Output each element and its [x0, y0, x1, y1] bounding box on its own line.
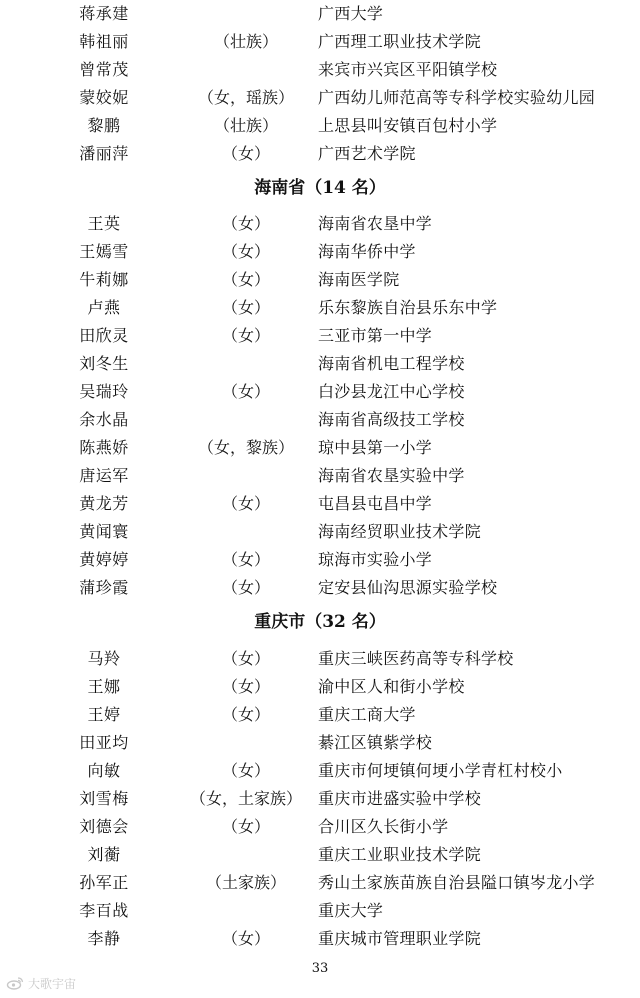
person-note: （女） — [221, 144, 270, 163]
person-organization: 广西大学 — [318, 4, 384, 23]
person-note: （女） — [221, 242, 270, 261]
table-row — [0, 210, 640, 238]
table-row — [0, 84, 640, 112]
person-organization: 重庆市何埂镇何埂小学青杠村校小 — [318, 761, 563, 780]
watermark-text: 大歌宇宙 — [28, 976, 77, 991]
person-note: （女） — [221, 494, 270, 513]
person-name: 李百战 — [79, 901, 129, 920]
person-name: 刘冬生 — [79, 354, 129, 373]
watermark — [6, 972, 76, 994]
table-row — [0, 546, 640, 574]
person-name: 王婷 — [87, 705, 121, 724]
table-row — [0, 757, 640, 785]
person-note: （女） — [221, 214, 270, 233]
person-note: （女） — [221, 298, 270, 317]
person-name: 蒙姣妮 — [79, 88, 129, 107]
person-note: （女） — [221, 550, 270, 569]
person-name: 黄龙芳 — [79, 494, 129, 513]
person-note: （壮族） — [213, 116, 278, 135]
person-organization: 乐东黎族自治县乐东中学 — [318, 298, 498, 317]
table-row — [0, 785, 640, 813]
person-organization: 秀山土家族苗族自治县隘口镇岑龙小学 — [318, 873, 596, 892]
person-note: （女） — [221, 705, 270, 724]
person-note: （女，瑶族） — [197, 88, 294, 107]
table-row — [0, 869, 640, 897]
table-row — [0, 0, 640, 28]
person-name: 王英 — [87, 214, 121, 233]
person-name: 马羚 — [87, 649, 121, 668]
person-organization: 重庆三峡医药高等专科学校 — [318, 649, 514, 668]
person-note: （女） — [221, 382, 270, 401]
person-note: （女） — [221, 817, 270, 836]
person-name: 王嫣雪 — [79, 242, 129, 261]
person-note: （女） — [221, 929, 270, 948]
table-row — [0, 434, 640, 462]
person-name: 牛莉娜 — [79, 270, 129, 289]
person-organization: 琼海市实验小学 — [318, 550, 433, 569]
table-row — [0, 140, 640, 168]
table-row — [0, 897, 640, 925]
person-note: （女） — [221, 649, 270, 668]
person-organization: 海南省高级技工学校 — [318, 410, 465, 429]
person-name: 黄闻寰 — [79, 522, 129, 541]
person-organization: 海南华侨中学 — [318, 242, 416, 261]
table-row — [0, 406, 640, 434]
person-note: （壮族） — [213, 32, 278, 51]
table-row — [0, 813, 640, 841]
table-row — [0, 266, 640, 294]
person-name: 潘丽萍 — [79, 144, 129, 163]
table-row — [0, 378, 640, 406]
person-organization: 上思县叫安镇百包村小学 — [318, 116, 498, 135]
table-row — [0, 518, 640, 546]
person-note: （女） — [221, 761, 270, 780]
table-row — [0, 673, 640, 701]
table-row — [0, 28, 640, 56]
person-organization: 重庆工商大学 — [318, 705, 416, 724]
person-note: （女，土家族） — [189, 789, 302, 808]
table-row — [0, 238, 640, 266]
person-organization: 来宾市兴宾区平阳镇学校 — [318, 60, 498, 79]
person-organization: 白沙县龙江中心学校 — [318, 382, 465, 401]
person-name: 曾常茂 — [79, 60, 129, 79]
table-row — [0, 350, 640, 378]
person-name: 刘蘅 — [87, 845, 121, 864]
section-heading-hainan: 海南省（14 名） — [254, 178, 386, 198]
person-name: 刘德会 — [79, 817, 129, 836]
person-name: 孙军正 — [79, 873, 129, 892]
person-organization: 广西理工职业技术学院 — [318, 32, 482, 51]
person-name: 韩祖丽 — [79, 32, 129, 51]
table-row — [0, 574, 640, 602]
person-organization: 海南医学院 — [318, 270, 400, 289]
section-heading-chongqing: 重庆市（32 名） — [254, 612, 386, 632]
person-organization: 合川区久长街小学 — [318, 817, 449, 836]
person-organization: 琼中县第一小学 — [318, 438, 433, 457]
person-organization: 三亚市第一中学 — [318, 326, 433, 345]
person-note: （土家族） — [205, 873, 286, 892]
person-name: 刘雪梅 — [79, 789, 129, 808]
table-row — [0, 701, 640, 729]
person-organization: 海南省农垦中学 — [318, 214, 433, 233]
table-row — [0, 645, 640, 673]
person-organization: 屯昌县屯昌中学 — [318, 494, 433, 513]
person-note: （女） — [221, 578, 270, 597]
table-row — [0, 322, 640, 350]
person-name: 田欣灵 — [79, 326, 129, 345]
person-organization: 定安县仙沟思源实验学校 — [318, 578, 498, 597]
person-note: （女） — [221, 677, 270, 696]
table-row — [0, 841, 640, 869]
table-row — [0, 490, 640, 518]
weibo-logo-icon — [6, 976, 24, 990]
person-name: 卢燕 — [87, 298, 121, 317]
person-note: （女） — [221, 270, 270, 289]
person-note: （女，黎族） — [197, 438, 294, 457]
table-row — [0, 462, 640, 490]
person-name: 黎鹏 — [87, 116, 121, 135]
person-organization: 海南省机电工程学校 — [318, 354, 465, 373]
person-organization: 重庆市进盛实验中学校 — [318, 789, 482, 808]
person-organization: 綦江区镇紫学校 — [318, 733, 433, 752]
person-name: 陈燕娇 — [79, 438, 129, 457]
person-name: 田亚均 — [79, 733, 129, 752]
person-organization: 海南经贸职业技术学院 — [318, 522, 482, 541]
person-organization: 渝中区人和街小学校 — [318, 677, 465, 696]
page-number: 33 — [311, 961, 329, 976]
table-row — [0, 729, 640, 757]
person-name: 李静 — [87, 929, 121, 948]
person-name: 蒋承建 — [79, 4, 129, 23]
table-row — [0, 925, 640, 953]
person-note: （女） — [221, 326, 270, 345]
person-organization: 海南省农垦实验中学 — [318, 466, 465, 485]
person-name: 黄婷婷 — [79, 550, 129, 569]
person-name: 蒲珍霞 — [79, 578, 129, 597]
person-organization: 广西艺术学院 — [318, 144, 416, 163]
person-organization: 重庆工业职业技术学院 — [318, 845, 482, 864]
table-row — [0, 112, 640, 140]
person-organization: 广西幼儿师范高等专科学校实验幼儿园 — [318, 88, 596, 107]
person-organization: 重庆大学 — [318, 901, 384, 920]
table-row — [0, 56, 640, 84]
table-row — [0, 294, 640, 322]
person-organization: 重庆城市管理职业学院 — [318, 929, 482, 948]
person-name: 王娜 — [87, 677, 121, 696]
person-name: 向敏 — [87, 761, 121, 780]
person-name: 吴瑞玲 — [79, 382, 129, 401]
person-name: 唐运军 — [79, 466, 129, 485]
person-name: 余水晶 — [79, 410, 129, 429]
